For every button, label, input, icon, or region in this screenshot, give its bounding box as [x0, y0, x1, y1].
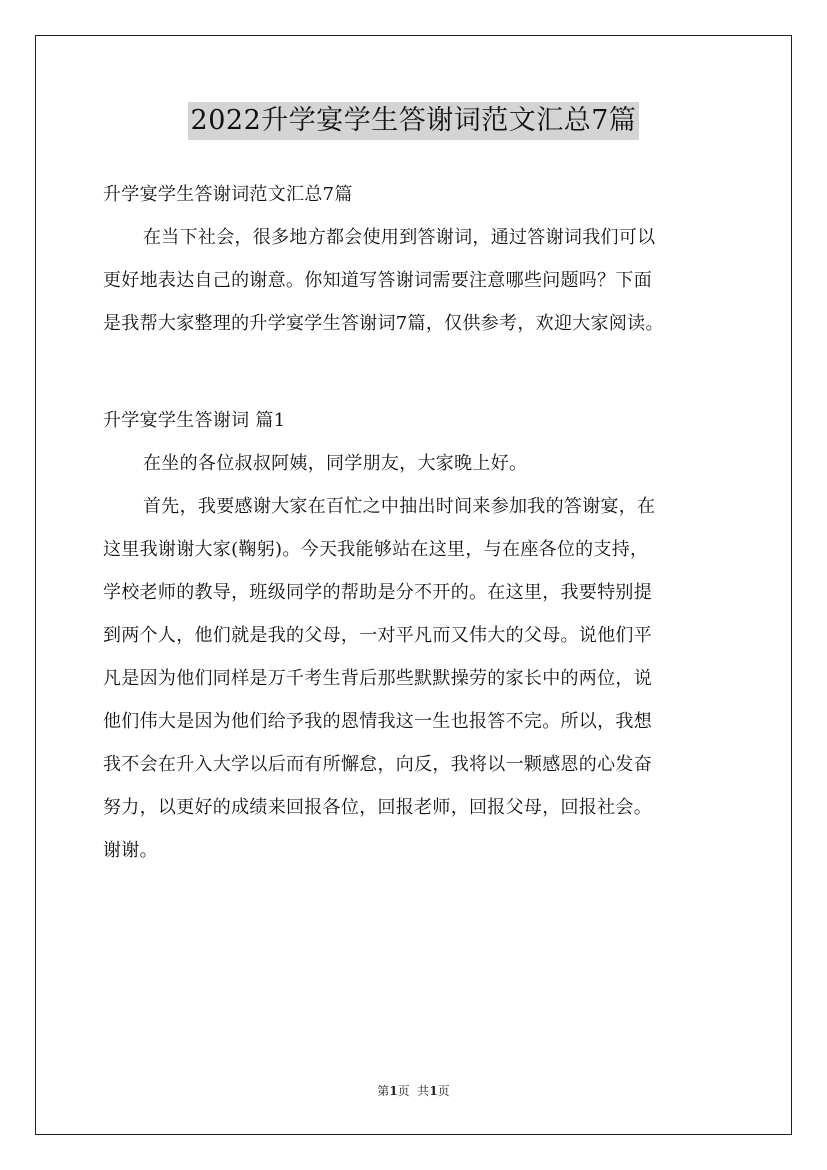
page-label-mid: 页 共 [397, 1084, 430, 1098]
page-label-prefix: 第 [377, 1084, 390, 1098]
intro-line: 在当下社会，很多地方都会使用到答谢词，通过答谢词我们可以 [143, 227, 656, 248]
intro-line: 更好地表达自己的谢意。你知道写答谢词需要注意哪些问题吗？下面 [103, 270, 652, 291]
body-line: 我不会在升入大学以后而有所懈怠，向反，我将以一颗感恩的心发奋 [103, 754, 652, 775]
title-container [0, 102, 827, 140]
body-line: 谢谢。 [103, 840, 158, 861]
page-total: 1 [429, 1084, 438, 1098]
body-line: 学校老师的教导，班级同学的帮助是分不开的。在这里，我要特别提 [103, 582, 652, 603]
page-footer [0, 1082, 827, 1099]
body-line: 首先，我要感谢大家在百忙之中抽出时间来参加我的答谢宴，在 [143, 496, 656, 517]
intro-line: 是我帮大家整理的升学宴学生答谢词7篇，仅供参考，欢迎大家阅读。 [103, 313, 664, 334]
page-current: 1 [389, 1084, 398, 1098]
body-line: 凡是因为他们同样是万千考生背后那些默默操劳的家长中的两位，说 [103, 668, 652, 689]
body-line: 这里我谢谢大家(鞠躬)。今天我能够站在这里，与在座各位的支持， [103, 539, 649, 560]
body-line: 他们伟大是因为他们给予我的恩情我这一生也报答不完。所以，我想 [103, 711, 652, 732]
greeting-line: 在坐的各位叔叔阿姨，同学朋友，大家晚上好。 [143, 453, 528, 474]
document-body [103, 173, 743, 872]
page-label-suffix: 页 [437, 1084, 450, 1098]
body-line: 到两个人，他们就是我的父母，一对平凡而又伟大的父母。说他们平 [103, 625, 652, 646]
section-heading: 升学宴学生答谢词 篇1 [103, 410, 286, 431]
paragraph-gap [103, 345, 743, 399]
document-subtitle: 升学宴学生答谢词范文汇总7篇 [103, 184, 353, 205]
body-line: 努力，以更好的成绩来回报各位，回报老师，回报父母，回报社会。 [103, 797, 652, 818]
document-title: 2022升学宴学生答谢词范文汇总7篇 [188, 102, 640, 140]
